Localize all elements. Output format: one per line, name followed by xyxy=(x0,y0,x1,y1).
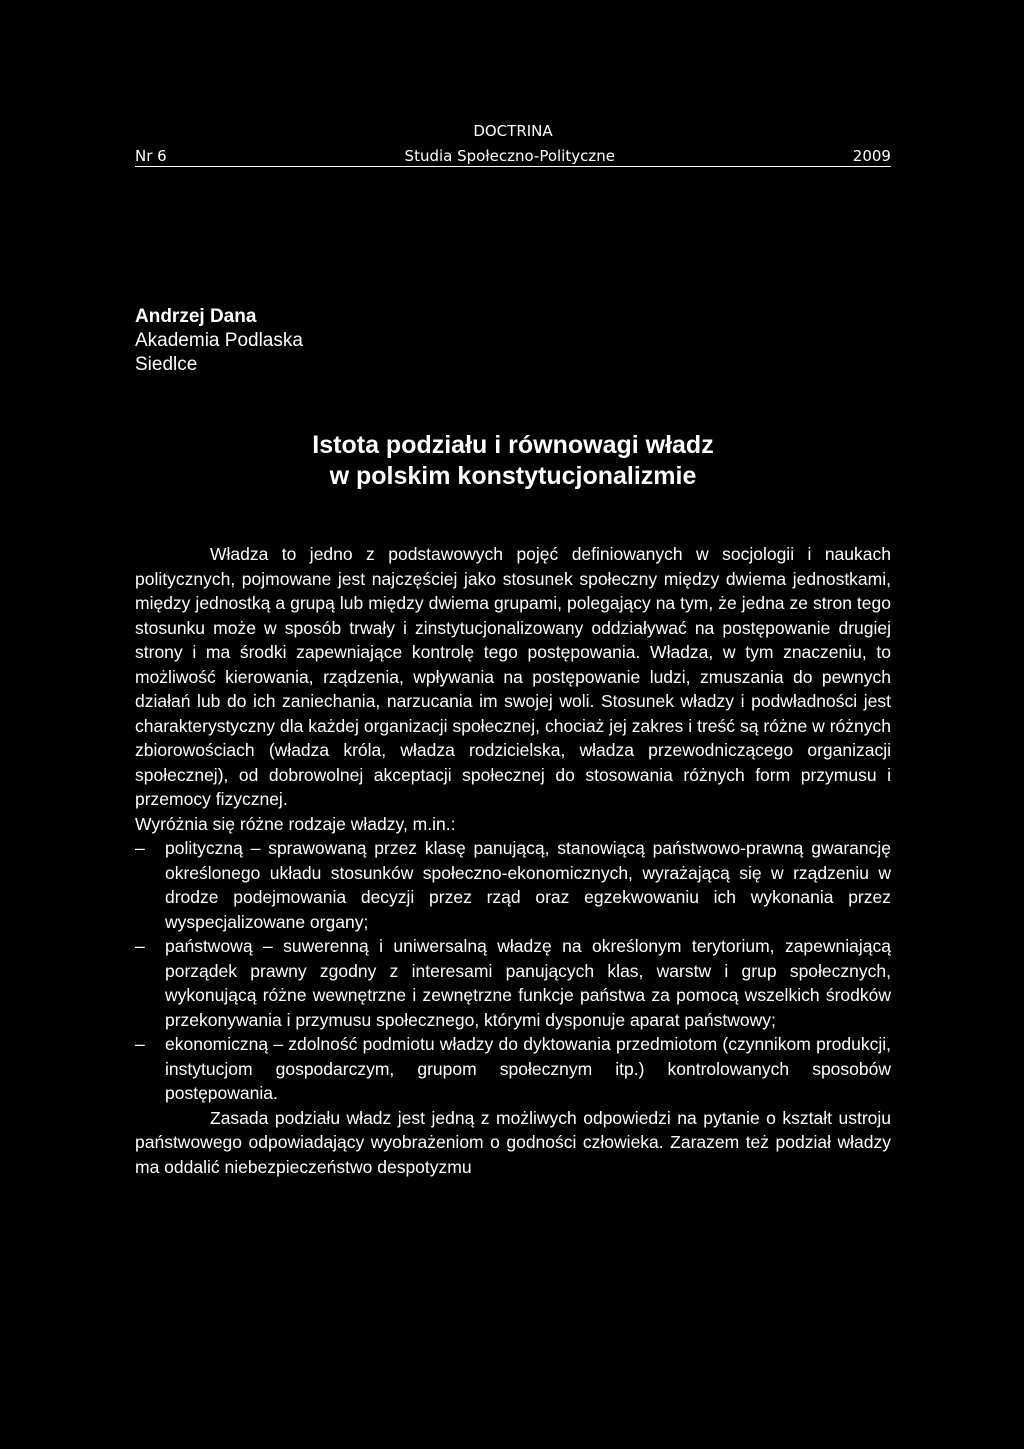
list-item-text: państwową – suwerenną i uniwersalną władzę na określonym terytorium, zapewniającą porządek prawny zgodny z interesami panujących klas, warstw i grup społecznych, wykonującą różne wewnętrzne i zewnętrzne funkcje państwa za pomocą wszelkich środków przekonywania i przymusu społecznego, którymi dysponuje aparat państwowy; xyxy=(165,936,891,1030)
publication-year: 2009 xyxy=(852,147,891,165)
title-line-1: Istota podziału i równowagi władz xyxy=(312,431,714,459)
journal-name: DOCTRINA xyxy=(473,122,553,140)
list-item-text: ekonomiczną – zdolność podmiotu władzy do dyktowania przedmiotom (czynnikom produkcji, instytucjom gospodarczym, grupom społecznym itp.) kontrolowanych sposobów postępowania. xyxy=(165,1034,891,1103)
power-types-list xyxy=(135,836,891,1106)
series-title: Studia Społeczno-Polityczne xyxy=(404,147,615,165)
running-header xyxy=(135,122,891,167)
list-intro: Wyróżnia się różne rodzaje władzy, m.in.: xyxy=(135,813,456,834)
article-body xyxy=(135,542,891,1179)
title-line-2: w polskim konstytucjonalizmie xyxy=(329,462,697,490)
paragraph-1: Władza to jedno z podstawowych pojęć definiowanych w socjologii i naukach politycznych, pojmowane jest najczęściej jako stosunek społeczny między dwiema jednostkami, między jednostką a grupą lub między dwiema grupami, polegający na tym, że jedna ze stron tego stosunku może w sposób trwały i zinstytucjonalizowany oddziaływać na postępowanie drugiej strony i ma środki zapewniające kontrolę tego postępowania. Władza, w tym znaczeniu, to możliwość kierowania, rządzenia, wpływania na postępowanie ludzi, zmuszania do pewnych działań lub do ich zaniechania, narzucania im swojej woli. Stosunek władzy i podwładności jest charakterystyczny dla każdej organizacji społecznej, chociaż jej zakres i treść są różne w różnych zbiorowościach (władza króla, władza rodzicielska, władza przewodniczącego organizacji społecznej), od dobrowolnej akceptacji społecznej do stosowania różnych form przymusu i przemocy fizycznej. xyxy=(135,544,891,809)
dash-marker: – xyxy=(135,1034,145,1054)
author-institution: Akademia Podlaska xyxy=(135,330,303,351)
header-row xyxy=(135,147,891,165)
list-item-text: polityczną – sprawowaną przez klasę panującą, stanowiącą państwowo-prawną gwarancję określonego układu stosunków społeczno-ekonomicznych, wyrażającą się w rządzeniu w drodze podejmowania decyzji przez rząd oraz egzekwowaniu ich wykonania przez wyspecjalizowane organy; xyxy=(165,838,891,932)
dash-marker: – xyxy=(135,838,145,858)
author-block xyxy=(135,305,303,377)
list-item xyxy=(135,1032,891,1106)
paragraph-2: Zasada podziału władz jest jedną z możliwych odpowiedzi na pytanie o kształt ustroju państwowego odpowiadający wyobrażeniom o godności człowieka. Zarazem też podział władzy ma oddalić niebezpieczeństwo despotyzmu xyxy=(135,1107,891,1177)
article-title xyxy=(135,430,891,492)
issue-number: Nr 6 xyxy=(135,147,167,165)
author-name: Andrzej Dana xyxy=(135,306,257,327)
dash-marker: – xyxy=(135,936,145,956)
author-city: Siedlce xyxy=(135,354,198,375)
list-item xyxy=(135,934,891,1032)
list-item xyxy=(135,836,891,934)
